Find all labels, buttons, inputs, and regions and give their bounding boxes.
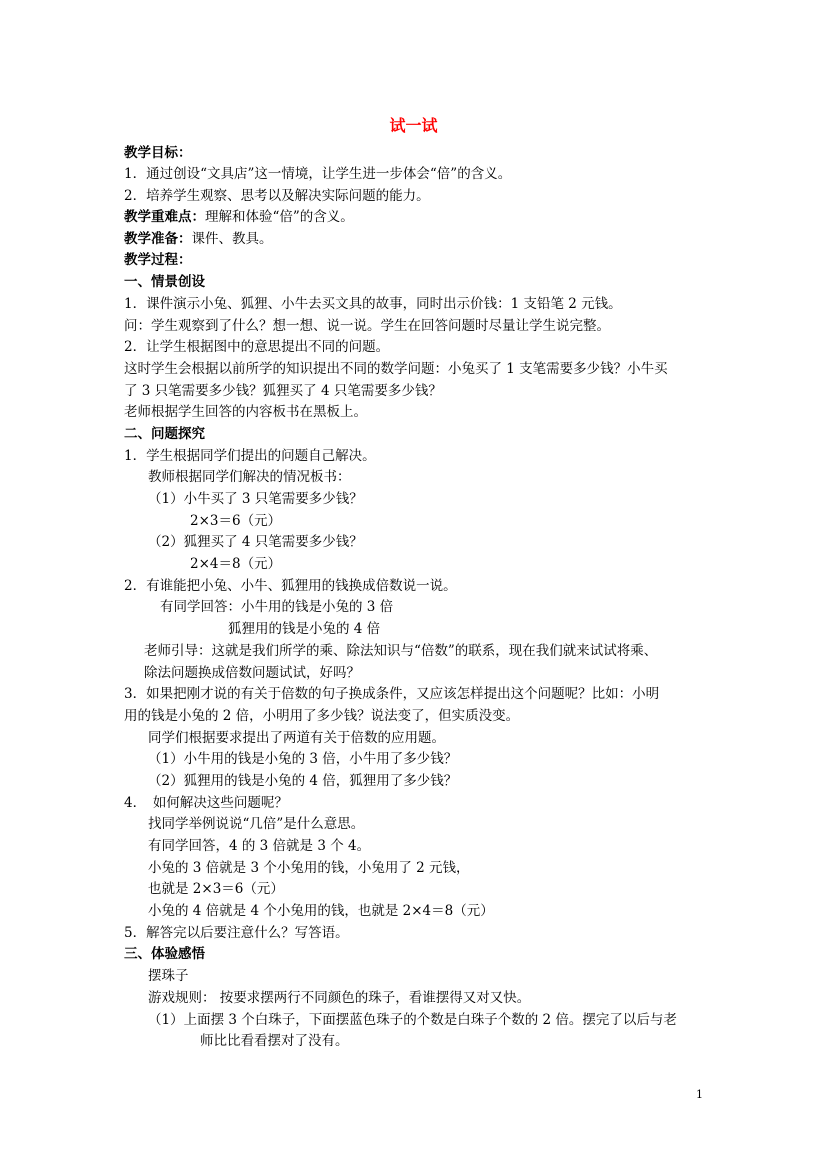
section2-line: （2）狐狸买了 4 只笔需要多少钱？ (148, 534, 363, 550)
section1-heading: 一、情景创设 (124, 274, 205, 290)
section2-line: 除法问题换成倍数问题试试，好吗？ (144, 665, 360, 681)
section2-line: 也就是 2×3＝6（元） (148, 881, 284, 897)
preparation-label: 教学准备： (124, 231, 192, 247)
section3-line: 摆珠子 (148, 968, 189, 984)
section2-line: 1．学生根据同学们提出的问题自己解决。 (124, 448, 376, 464)
section2-line: （2）狐狸用的钱是小兔的 4 倍，狐狸用了多少钱？ (148, 773, 458, 789)
section2-line: 2．有谁能把小兔、小牛、狐狸用的钱换成倍数说一说。 (124, 578, 457, 594)
section1-line: 了 3 只笔需要多少钱？狐狸买了 4 只笔需要多少钱？ (124, 383, 442, 399)
section2-line: 教师根据同学们解决的情况板书： (148, 469, 351, 485)
section3-heading: 三、体验感悟 (124, 946, 205, 962)
section3-line: 游戏规则： 按要求摆两行不同颜色的珠子，看谁摆得又对又快。 (148, 990, 531, 1006)
section2-line: 找同学举例说说“几倍”是什么意思。 (148, 816, 365, 832)
section2-line: 小兔的 3 倍就是 3 个小兔用的钱，小兔用了 2 元钱， (148, 860, 470, 876)
key-points-text: 理解和体验“倍”的含义。 (205, 209, 354, 225)
section2-line: 小兔的 4 倍就是 4 个小兔用的钱，也就是 2×4＝8（元） (148, 903, 494, 919)
preparation-text: 课件、教具。 (191, 231, 273, 247)
section2-line: 3．如果把刚才说的有关于倍数的句子换成条件，又应该怎样提出这个问题呢？比如：小明 (124, 686, 660, 702)
section2-line: （1）小牛买了 3 只笔需要多少钱？ (148, 491, 363, 507)
section2-line: 5．解答完以后要注意什么？写答语。 (124, 925, 349, 941)
section3-line: （1）上面摆 3 个白珠子，下面摆蓝色珠子的个数是白珠子个数的 2 倍。摆完了以后与老 (148, 1012, 677, 1028)
goal-item-1: 1．通过创设“文具店”这一情境，让学生进一步体会“倍”的含义。 (124, 166, 512, 182)
section2-line: （1）小牛用的钱是小兔的 3 倍，小牛用了多少钱？ (148, 751, 458, 767)
section2-line: 2×3＝6（元） (190, 513, 282, 529)
process-heading: 教学过程： (124, 252, 192, 268)
section2-line: 同学们根据要求提出了两道有关于倍数的应用题。 (148, 730, 445, 746)
section2-line: 有同学回答：小牛用的钱是小兔的 3 倍 (160, 599, 394, 615)
key-points-label: 教学重难点： (124, 209, 205, 225)
section3-line: 师比比看看摆对了没有。 (200, 1033, 349, 1049)
section2-line: 用的钱是小兔的 2 倍，小明用了多少钱？说法变了，但实质没变。 (124, 708, 520, 724)
section1-line: 老师根据学生回答的内容板书在黑板上。 (124, 404, 367, 420)
section1-line: 2．让学生根据图中的意思提出不同的问题。 (124, 339, 390, 355)
page-number: 1 (696, 1088, 703, 1101)
section1-line: 这时学生会根据以前所学的知识提出不同的数学问题：小兔买了 1 支笔需要多少钱？小牛买 (124, 361, 668, 377)
section2-heading: 二、问题探究 (124, 426, 205, 442)
section2-line: 老师引导：这就是我们所学的乘、除法知识与“倍数”的联系，现在我们就来试试将乘、 (144, 643, 658, 659)
section1-line: 问：学生观察到了什么？想一想、说一说。学生在回答问题时尽量让学生说完整。 (124, 318, 610, 334)
section1-line: 1．课件演示小兔、狐狸、小牛去买文具的故事，同时出示价钱：1 支铅笔 2 元钱。 (124, 296, 622, 312)
page-title: 试一试 (389, 116, 438, 135)
goals-heading: 教学目标： (124, 145, 192, 161)
section2-line: 有同学回答，4 的 3 倍就是 3 个 4。 (148, 838, 371, 854)
key-points (124, 207, 354, 228)
section2-line: 2×4＝8（元） (190, 556, 282, 572)
preparation (124, 229, 273, 250)
goal-item-2: 2．培养学生观察、思考以及解决实际问题的能力。 (124, 188, 430, 204)
section2-line: 狐狸用的钱是小兔的 4 倍 (228, 621, 381, 637)
section2-line: 4． 如何解决这些问题呢？ (124, 795, 288, 811)
